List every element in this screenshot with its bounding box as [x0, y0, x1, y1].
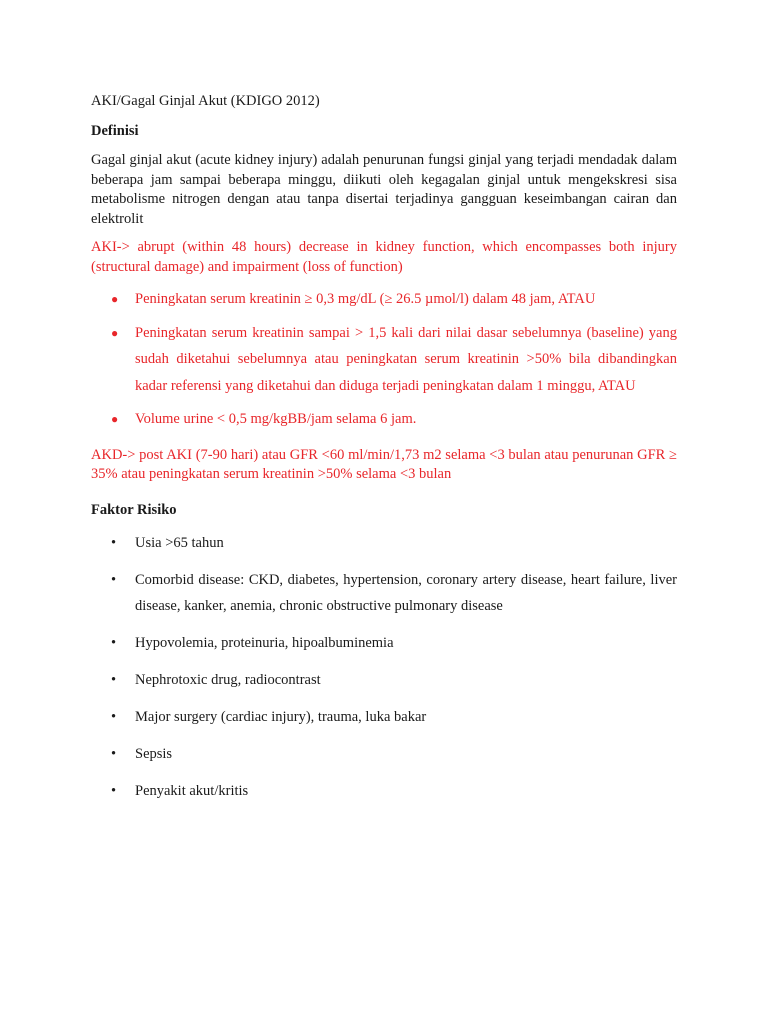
definisi-heading: Definisi	[91, 122, 139, 139]
definisi-paragraph: Gagal ginjal akut (acute kidney injury) adalah penurunan fungsi ginjal yang terjadi mendadak dalam beberapa jam sampai beberapa minggu, diikuti oleh kegagalan ginjal untuk mengekskresi sisa metabolisme nitrogen dengan atau tanpa disertai terjadinya gangguan keseimbangan cairan dan elektrolit	[91, 152, 677, 227]
red-bullet-icon: ●	[111, 292, 119, 306]
red-bullet-icon: ●	[111, 325, 119, 340]
aki-paragraph: AKI-> abrupt (within 48 hours) decrease in kidney function, which encompasses both injury (structural damage) and impairment (loss of function)	[91, 239, 677, 275]
aki-criteria-list	[91, 286, 677, 433]
faktor-risiko-text: Sepsis	[135, 746, 173, 762]
faktor-risiko-item	[91, 741, 677, 767]
faktor-risiko-item	[91, 667, 677, 693]
faktor-risiko-list	[91, 530, 677, 804]
faktor-risiko-item	[91, 704, 677, 730]
faktor-risiko-text: Major surgery (cardiac injury), trauma, luka bakar	[135, 709, 427, 725]
bullet-icon: •	[111, 572, 117, 588]
bullet-icon: •	[111, 535, 117, 551]
bullet-icon: •	[111, 746, 117, 762]
faktor-risiko-text: Penyakit akut/kritis	[135, 783, 249, 799]
faktor-risiko-text: Nephrotoxic drug, radiocontrast	[135, 672, 321, 688]
faktor-risiko-text: Comorbid disease: CKD, diabetes, hypertension, coronary artery disease, heart failure, liver disease, kanker, anemia, chronic obstructive pulmonary disease	[135, 572, 677, 614]
faktor-risiko-item	[91, 530, 677, 556]
bullet-icon: •	[111, 635, 117, 651]
faktor-risiko-heading: Faktor Risiko	[91, 501, 177, 518]
faktor-risiko-item	[91, 567, 677, 619]
aki-criteria-item	[91, 406, 677, 433]
faktor-risiko-text: Usia >65 tahun	[135, 535, 224, 551]
red-bullet-icon: ●	[111, 412, 119, 426]
bullet-icon: •	[111, 672, 117, 688]
faktor-risiko-text: Hypovolemia, proteinuria, hipoalbuminemia	[135, 635, 394, 651]
aki-criteria-text: Volume urine < 0,5 mg/kgBB/jam selama 6 jam.	[135, 411, 417, 427]
akd-paragraph: AKD-> post AKI (7-90 hari) atau GFR <60 ml/min/1,73 m2 selama <3 bulan atau penurunan GFR ≥ 35% atau peningkatan serum kreatinin >50% selama <3 bulan	[91, 446, 677, 482]
faktor-risiko-item	[91, 630, 677, 656]
faktor-risiko-item	[91, 778, 677, 804]
document-title: AKI/Gagal Ginjal Akut (KDIGO 2012)	[91, 93, 320, 109]
aki-criteria-text: Peningkatan serum kreatinin sampai > 1,5 kali dari nilai dasar sebelumnya (baseline) yang sudah diketahui sebelumnya atau peningkatan serum kreatinin >50% bila dibandingkan kadar referensi yang diketahui dan diduga terjadi peningkatan dalam 1 minggu, ATAU	[135, 324, 677, 394]
bullet-icon: •	[111, 783, 117, 799]
aki-criteria-item	[91, 320, 677, 400]
bullet-icon: •	[111, 709, 117, 725]
aki-criteria-text: Peningkatan serum kreatinin ≥ 0,3 mg/dL (≥ 26.5 µmol/l) dalam 48 jam, ATAU	[135, 291, 596, 307]
document-content	[91, 92, 677, 815]
aki-criteria-item	[91, 286, 677, 313]
